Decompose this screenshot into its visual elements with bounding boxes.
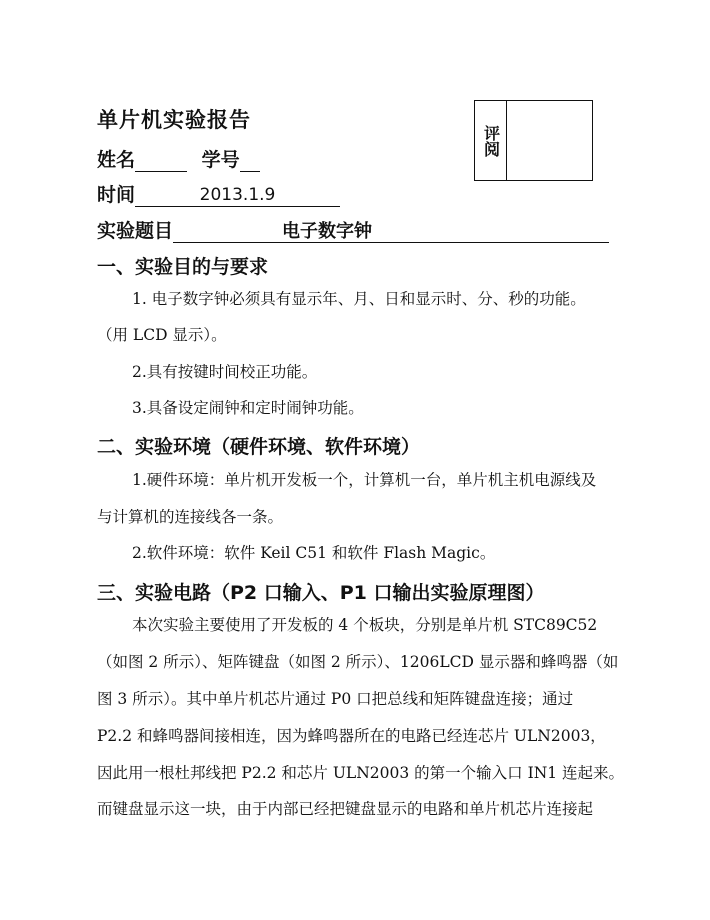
paragraph-line: 1. 电子数字钟必须具有显示年、月、日和显示时、分、秒的功能。: [132, 290, 586, 308]
topic-label: 实验题目: [97, 220, 174, 242]
review-label: 评阅: [475, 101, 507, 180]
paragraph-line: 2.软件环境：软件 Keil C51 和软件 Flash Magic。: [132, 544, 496, 562]
id-label: 学号: [201, 149, 240, 171]
section-heading: 二、实验环境（硬件环境、软件环境）: [97, 436, 421, 458]
paragraph-line: （如图 2 所示）、矩阵键盘（如图 2 所示）、1206LCD 显示器和蜂鸣器（如: [97, 653, 619, 671]
paragraph-line: 2.具有按键时间校正功能。: [132, 363, 318, 381]
paragraph-line: 图 3 所示）。其中单片机芯片通过 P0 口把总线和矩阵键盘连接；通过: [97, 690, 574, 708]
report-title: 单片机实验报告: [97, 108, 251, 132]
paragraph-line: 1.硬件环境：单片机开发板一个，计算机一台，单片机主机电源线及: [132, 471, 597, 489]
paragraph-line: 与计算机的连接线各一条。: [97, 508, 284, 526]
paragraph-line: 本次实验主要使用了开发板的 4 个板块，分别是单片机 STC89C52: [132, 616, 598, 634]
topic-line: [97, 216, 609, 243]
time-value[interactable]: 2013.1.9: [135, 184, 340, 207]
section-heading: 三、实验电路（P2 口输入、P1 口输出实验原理图）: [97, 582, 545, 604]
name-label: 姓名: [97, 149, 136, 171]
id-field[interactable]: [240, 151, 260, 172]
time-label: 时间: [97, 184, 136, 206]
section-heading: 一、实验目的与要求: [97, 256, 269, 278]
paragraph-line: 因此用一根杜邦线把 P2.2 和芯片 ULN2003 的第一个输入口 IN1 连起来。: [97, 764, 625, 782]
topic-value[interactable]: 电子数字钟: [173, 221, 609, 243]
review-box: [474, 100, 593, 181]
paragraph-line: P2.2 和蜂鸣器间接相连，因为蜂鸣器所在的电路已经连芯片 ULN2003，: [97, 727, 606, 745]
review-field[interactable]: [506, 101, 592, 180]
paragraph-line: 3.具备设定闹钟和定时闹钟功能。: [132, 399, 364, 417]
name-field[interactable]: [135, 151, 187, 172]
name-id-line: [97, 145, 260, 172]
paragraph-line: （用 LCD 显示）。: [97, 326, 227, 344]
time-line: [97, 180, 340, 207]
paragraph-line: 而键盘显示这一块，由于内部已经把键盘显示的电路和单片机芯片连接起: [97, 800, 594, 818]
